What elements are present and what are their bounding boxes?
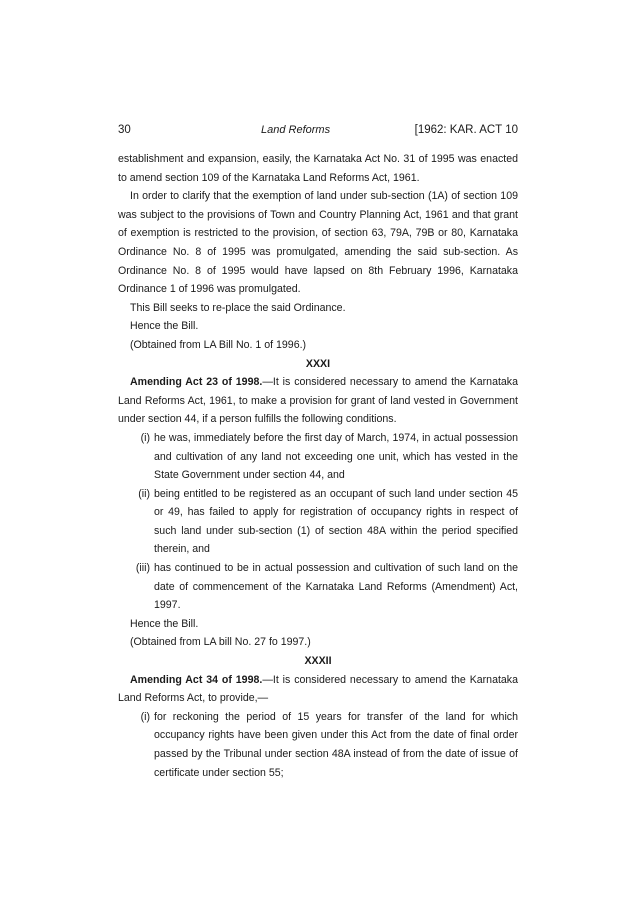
section-xxxi-closing: Hence the Bill. bbox=[130, 617, 199, 630]
list-item-text: he was, immediately before the first day of March, 1974, in actual possession and cultivation of any land not exceeding one unit, which has vested in the State Government under section 44, and bbox=[154, 431, 518, 482]
paragraph-replace-ordinance: This Bill seeks to re-place the said Ordinance. bbox=[130, 301, 346, 314]
section-xxxii-lead bbox=[118, 671, 518, 708]
section-xxxii-lead-text: —It is considered necessary to amend the Karnataka Land Reforms Act, to provide,— bbox=[118, 673, 518, 705]
document-page bbox=[118, 121, 518, 782]
paragraph-source: (Obtained from LA Bill No. 1 of 1996.) bbox=[130, 338, 307, 351]
list-item-text: has continued to be in actual possession and cultivation of such land on the date of commencement of the Karnataka Land Reforms (Amendment) Act, 1997. bbox=[154, 562, 518, 612]
act-reference: [1962: KAR. ACT 10 bbox=[414, 124, 518, 136]
section-xxxi-lead-text: —It is considered necessary to amend the Karnataka Land Reforms Act, 1961, to make a provision for grant of land vested in Government under section 44, if a person fulfills the following conditions. bbox=[118, 376, 518, 426]
list-item-number: (iii) bbox=[135, 562, 150, 575]
list-item-number: (ii) bbox=[138, 487, 150, 500]
section-xxxi-lead-title: Amending Act 23 of 1998. bbox=[130, 376, 263, 389]
section-xxxi-source: (Obtained from LA bill No. 27 fo 1997.) bbox=[130, 636, 311, 649]
list-item-text: being entitled to be registered as an occupant of such land under section 45 or 49, has failed to apply for registration of occupancy rights in respect of such land under sub-section (1) of section 48A within the period specified therein, and bbox=[154, 487, 518, 556]
running-title: Land Reforms bbox=[261, 124, 331, 136]
page-number: 30 bbox=[118, 124, 131, 136]
list-item bbox=[118, 429, 518, 485]
list-item bbox=[118, 559, 518, 615]
section-xxxii-lead-title: Amending Act 34 of 1998. bbox=[130, 673, 263, 686]
paragraph-clarification: In order to clarify that the exemption of land under sub-section (1A) of section 109 was subject to the provisions of Town and Country Planning Act, 1961 and that grant of exemption is restricted to the provision, of section 63, 79A, 79B or 80, Karnataka Ordinance No. 8 of 1995 was promulgated, amending the said sub-section. As Ordinance No. 8 of 1995 would have lapsed on 8th February 1996, Karnataka Ordinance 1 of 1996 was promulgated. bbox=[118, 190, 518, 296]
list-item-text: for reckoning the period of 15 years for transfer of the land for which occupancy rights have been given under this Act from the date of final order passed by the Tribunal under section 48A instead of from the date of issue of certificate under section 55; bbox=[154, 710, 518, 779]
list-item bbox=[118, 485, 518, 559]
section-xxxi-lead bbox=[118, 373, 518, 429]
list-item bbox=[118, 708, 518, 782]
page-header bbox=[118, 121, 518, 139]
section-heading-xxxii: XXXII bbox=[304, 655, 332, 668]
list-item-number: (i) bbox=[140, 431, 150, 444]
section-heading-xxxi: XXXI bbox=[305, 357, 331, 370]
paragraph-hence-bill: Hence the Bill. bbox=[130, 320, 199, 333]
list-item-number: (i) bbox=[140, 710, 150, 723]
paragraph-continuation: establishment and expansion, easily, the Karnataka Act No. 31 of 1995 was enacted to amend section 109 of the Karnataka Land Reforms Act, 1961. bbox=[118, 153, 518, 184]
